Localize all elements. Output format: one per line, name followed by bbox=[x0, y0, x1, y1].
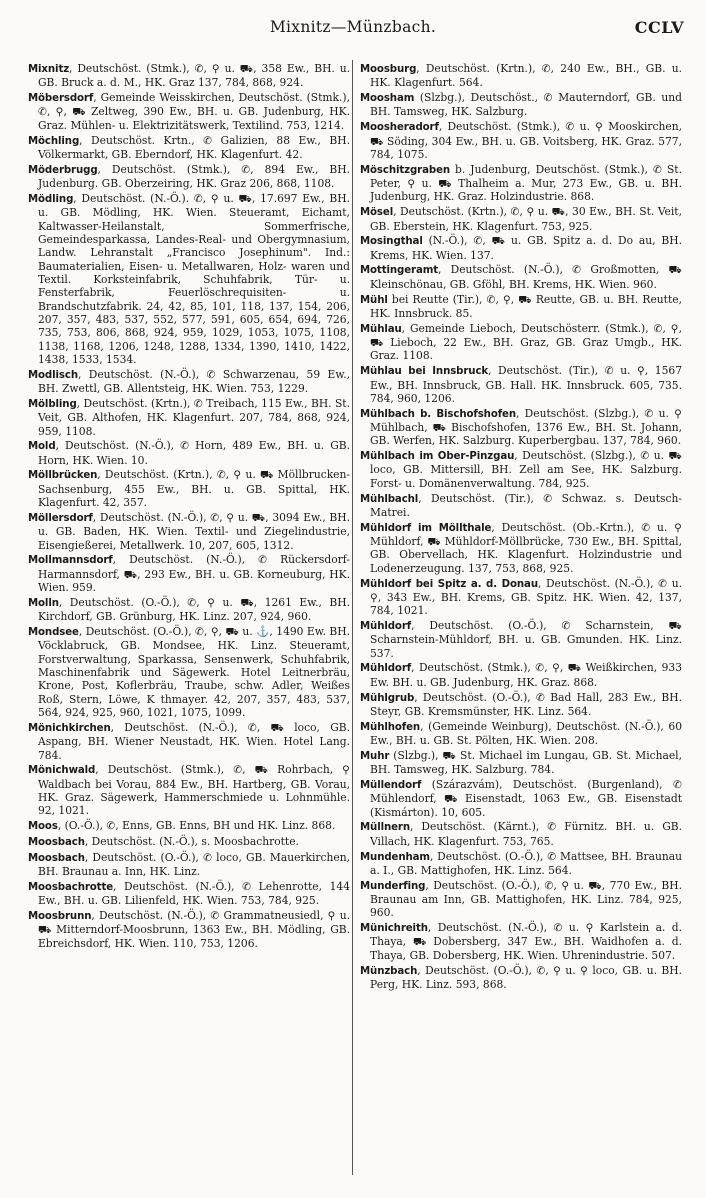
entry-name: Mühldorf bbox=[360, 620, 412, 632]
entry-name: Mühldorf bei Spitz a. d. Donau bbox=[360, 578, 538, 590]
entry-text: , Deutschöst. (Stmk.), ✆, ⚲ u. ⛟, 358 Ew., BH. u. GB. Bruck a. d. M., HK. Graz 137, 784, 868, 924. bbox=[38, 62, 350, 90]
gazetteer-entry bbox=[28, 721, 350, 762]
entry-text: , Deutschöst. (N.-Ö.), ✆, ⚲ u. ⛟, 3094 Ew., BH. u. GB. Baden, HK. Wien. Textil- und Ziegelindustrie, Eisengießerei, Metallwerk. 10, 207, 605, 1312. bbox=[38, 510, 350, 552]
gazetteer-entry bbox=[360, 879, 682, 920]
entry-text: , Deutschöst. (N.-Ö.), ✆ Horn, 489 Ew., BH. u. GB. Horn, HK. Wien. 10. bbox=[38, 439, 350, 467]
gazetteer-entry bbox=[28, 134, 350, 162]
entry-name: Moosheradorf bbox=[360, 122, 439, 134]
entry-name: Mühldorf bbox=[360, 663, 412, 675]
entry-name: Moosburg bbox=[360, 64, 417, 75]
gazetteer-entry bbox=[28, 439, 350, 467]
entry-name: Muhr bbox=[360, 750, 390, 762]
entry-name: Mühlhofen bbox=[360, 721, 421, 733]
entry-name: Möschitzgraben bbox=[360, 164, 451, 176]
entry-text: , Deutschöst. (Tir.), ✆ Schwaz. s. Deutsch-Matrei. bbox=[370, 491, 682, 519]
gazetteer-entry bbox=[28, 468, 350, 509]
entry-name: Moosham bbox=[360, 93, 415, 105]
entry-text: , Deutschöst. (O.-Ö.), ✆, ⚲, ⛟ u. ⚓, 1490 Ew. BH. Vöcklabruck, GB. Mondsee, HK. Linz. Steueramt, Forstverwaltung, Sparkassa, Sensenwerk, Schuhfabrik, Maschinenfabrik und Sägewerk. Hotel Leitnerbräu, Krone, Post, Koflerbräu, Traube, schw. Adler, Weißes Roß, Stern, Löwe, K thmayer. 42, 207, 357, 483, 537, 564, 924, 925, 960, 1021, 1075, 1099. bbox=[38, 625, 350, 720]
gazetteer-entry bbox=[28, 596, 350, 624]
entry-name: Möllersdorf bbox=[28, 512, 93, 524]
entry-name: Mühlbachl bbox=[360, 493, 419, 505]
entry-name: Moosbachrotte bbox=[28, 881, 114, 893]
entry-name: Müllnern bbox=[360, 822, 411, 834]
entry-name: Molln bbox=[28, 597, 59, 609]
entry-text: , Deutschöst. (O.-Ö.), ✆ Scharnstein, ⛟ Scharnstein-Mühldorf, BH. u. GB. Gmunden. HK. Linz. 537. bbox=[370, 618, 682, 660]
entry-name: Möchling bbox=[28, 135, 80, 147]
entry-text: , Deutschöst. (Stmk.), ✆, ⚲, ⛟ Weißkirchen, 933 Ew. BH. u. GB. Judenburg, HK. Graz. 868. bbox=[370, 661, 682, 689]
entry-text: , (O.-Ö.), ✆, Enns, GB. Enns, BH und HK. Linz. 868. bbox=[57, 819, 336, 833]
gazetteer-entry bbox=[28, 397, 350, 438]
gazetteer-entry bbox=[360, 263, 682, 291]
gazetteer-entry bbox=[360, 661, 682, 689]
gazetteer-entry bbox=[360, 120, 682, 161]
entry-text: b. Judenburg, Deutschöst. (Stmk.), ✆ St. Peter, ⚲ u. ⛟ Thalheim a. Mur, 273 Ew., GB. u. BH. Judenburg, HK. Graz. Holzindustrie. 868. bbox=[370, 162, 682, 204]
entry-name: Mödling bbox=[28, 193, 74, 205]
gazetteer-entry bbox=[28, 909, 350, 950]
entry-text: , Deutschöst. (O.-Ö.), ✆ Mattsee, BH. Braunau a. I., GB. Mattighofen, HK. Linz. 564. bbox=[370, 849, 682, 877]
entry-text: , Deutschöst. (N.-Ö.). ✆, ⚲ u. ⛟, 17.697 Ew., BH. u. GB. Mödling, HK. Wien. Steueramt, Eichamt, Kaltwasser-Heilanstalt, Sommerfrische, Gemeindesparkassa, Landes-Real- und Obergymnasium, Landw. Lehranstalt „Francisco Josephinum". Ind.: Baumaterialien, Eisen- u. Metallwaren, Holz- waren und Textil. Korksteinfabrik, Schuhfabrik, Tür- u. Fensterfabrik, Feuerlöschrequisiten- u. Brandschutzfabrik. 24, 42, 85, 101, 118, 137, 154, 206, 207, 357, 483, 537, 552, 577, 591, 605, 654, 694, 726, 735, 753, 806, 868, 924, 959, 1029, 1053, 1075, 1108, 1138, 1168, 1206, 1248, 1288, 1334, 1390, 1410, 1422, 1438, 1533, 1534. bbox=[38, 191, 350, 366]
entry-name: Mühldorf im Möllthale bbox=[360, 522, 492, 534]
gazetteer-entry bbox=[360, 407, 682, 448]
entry-text: , Deutschöst. (Slzbg.), ✆ u. ⚲ Mühlbach, ⛟ Bischofshofen, 1376 Ew., BH. St. Johann, GB. Werfen, HK. Salzburg. Kuperbergbau. 137, 784, 960. bbox=[370, 406, 682, 448]
entry-text: , (Gemeinde Weinburg), Deutschöst. (N.-Ö.), 60 Ew., BH. u. GB. St. Pölten, HK. Wien. 208. bbox=[370, 719, 682, 748]
entry-text: , Deutschöst. (N.-Ö.), ✆ Schwarzenau, 59 Ew., BH. Zwettl, GB. Allentsteig, HK. Wien. 753, 1229. bbox=[38, 367, 350, 396]
entry-name: Mösel bbox=[360, 207, 394, 219]
gazetteer-entry bbox=[28, 625, 350, 719]
entry-text: bei Reutte (Tir.), ✆, ⚲, ⛟ Reutte, GB. u. BH. Reutte, HK. Innsbruck. 85. bbox=[370, 292, 682, 320]
entry-name: Modlisch bbox=[28, 369, 78, 381]
page-number: CCLV bbox=[634, 18, 684, 37]
gazetteer-entry bbox=[360, 322, 682, 363]
gazetteer-entry bbox=[28, 851, 350, 879]
gazetteer-entry bbox=[28, 368, 350, 396]
gazetteer-entry bbox=[28, 192, 350, 366]
entry-text: , Deutschöst. (N.-Ö.), ✆ Lehenrotte, 144 Ew., BH. u. GB. Lilienfeld, HK. Wien. 753, 784, 925. bbox=[38, 879, 350, 908]
entry-name: Mönichkirchen bbox=[28, 722, 111, 734]
entry-name: Münichreith bbox=[360, 923, 428, 935]
gazetteer-entry bbox=[360, 720, 682, 748]
entry-text: , Deutschöst. (Krtn.), ✆, 240 Ew., BH., GB. u. HK. Klagenfurt. 564. bbox=[370, 62, 682, 90]
entry-text: , Deutschöst. (N.-Ö.), ✆ u. ⚲, 343 Ew., BH. Krems, GB. Spitz. HK. Wien. 42, 137, 784, 1021. bbox=[370, 576, 682, 618]
entry-text: , Deutschöst. (N.-Ö.), ✆ Rückersdorf-Harmannsdorf, ⛟, 293 Ew., BH. u. GB. Korneuburg, HK. Wien. 959. bbox=[38, 553, 350, 595]
gazetteer-entry bbox=[28, 763, 350, 817]
gazetteer-entry bbox=[28, 880, 350, 908]
gazetteer-entry bbox=[360, 964, 682, 992]
gazetteer-entry bbox=[360, 577, 682, 618]
entry-text: , Gemeinde Weisskirchen, Deutschöst. (Stmk.), ✆, ⚲, ⛟ Zeltweg, 390 Ew., BH. u. GB. Judenburg, HK. Graz. Mühlen- u. Elektrizitätswerk, Textilind. 753, 1214. bbox=[38, 91, 350, 132]
entry-name: Mollmannsdorf bbox=[28, 555, 113, 567]
gazetteer-entry bbox=[360, 921, 682, 962]
entry-name: Möbersdorf bbox=[28, 93, 94, 105]
entry-name: Müllendorf bbox=[360, 779, 422, 791]
entry-text: , Deutschöst. (N.-Ö.), ✆ Grammatneusiedl, ⚲ u. ⛟ Mitterndorf-Moosbrunn, 1363 Ew., BH. Mödling, GB. Ebreichsdorf, HK. Wien. 110, 753, 1206. bbox=[38, 908, 350, 950]
gazetteer-entry bbox=[360, 778, 682, 819]
page-title: Mixnitz—Münzbach. bbox=[269, 18, 437, 36]
right-column bbox=[360, 62, 682, 993]
entry-text: , Deutschöst. (Ob.-Krtn.), ✆ u. ⚲ Mühldorf, ⛟ Mühldorf-Möllbrücke, 730 Ew., BH. Spittal, GB. Obervellach, HK. Klagenfurt. Holzindustrie und Lodenerzeugung. 137, 753, 868, 925. bbox=[370, 520, 682, 575]
entry-text: (Szárazvám), Deutschöst. (Burgenland), ✆ Mühlendorf, ⛟ Eisenstadt, 1063 Ew., GB. Eisenstadt (Kismárton). 10, 605. bbox=[370, 777, 682, 819]
entry-name: Moos bbox=[28, 821, 58, 833]
gazetteer-entry bbox=[360, 449, 682, 490]
gazetteer-entry bbox=[28, 835, 350, 849]
entry-text: , Deutschöst. (Tir.), ✆ u. ⚲, 1567 Ew., BH. Innsbruck, GB. Hall. HK. Innsbruck. 605, 735. 784, 960, 1206. bbox=[370, 364, 683, 405]
page-header bbox=[0, 16, 706, 40]
entry-name: Mühlbach im Ober-Pinzgau bbox=[360, 451, 515, 463]
gazetteer-entry bbox=[28, 553, 350, 594]
entry-name: Mold bbox=[28, 441, 56, 453]
entry-name: Moosbrunn bbox=[28, 910, 92, 922]
entry-text: , Deutschöst. (O.-Ö.), ✆, ⚲ u. ⛟, 1261 Ew., BH. Kirchdorf, GB. Grünburg, HK. Linz. 207, 924, 960. bbox=[38, 595, 350, 624]
entry-text: , Deutschöst. (N.-Ö.), s. Moosbachrotte. bbox=[84, 834, 299, 848]
entry-name: Moosbach bbox=[28, 836, 85, 848]
gazetteer-entry bbox=[360, 691, 682, 719]
entry-text: , Deutschöst. (Krtn.), ✆, ⚲ u. ⛟ Möllbrucken-Sachsenburg, 455 Ew., BH. u. GB. Spittal, HK. Klagenfurt. 42, 357. bbox=[38, 468, 350, 510]
entry-name: Mundenham bbox=[360, 851, 430, 863]
entry-text: , Deutschöst. (Stmk.), ✆, 894 Ew., BH. Judenburg. GB. Oberzeiring, HK. Graz 206, 868, 1108. bbox=[38, 162, 350, 191]
gazetteer-entry bbox=[360, 364, 682, 405]
entry-text: , Deutschöst. (Stmk.), ✆ u. ⚲ Mooskirchen, ⛟ Söding, 304 Ew., BH. u. GB. Voitsberg, HK. Graz. 577, 784, 1075. bbox=[370, 120, 682, 161]
entry-text: , Deutschöst. (O.-Ö.), ✆ Bad Hall, 283 Ew., BH. Steyr, GB. Kremsmünster, HK. Linz. 564. bbox=[370, 690, 682, 718]
entry-name: Mühlau bbox=[360, 323, 402, 335]
entry-name: Mosingthal bbox=[360, 236, 423, 248]
gazetteer-entry bbox=[360, 521, 682, 575]
entry-text: , Deutschöst. Krtn., ✆ Galizien, 88 Ew., BH. Völkermarkt, GB. Eberndorf, HK. Klagenfurt. 42. bbox=[38, 133, 350, 161]
entry-text: (Slzbg.), Deutschöst., ✆ Mauterndorf, GB. und BH. Tamsweg, HK. Salzburg. bbox=[370, 91, 682, 119]
entry-text: , Deutschöst. (O.-Ö.), ✆ loco, GB. Mauerkirchen, BH. Braunau a. Inn, HK. Linz. bbox=[38, 850, 350, 879]
entry-name: Münzbach bbox=[360, 965, 418, 977]
entry-name: Mühlbach b. Bischofshofen bbox=[360, 408, 517, 420]
entry-text: (N.-Ö.), ✆, ⛟ u. GB. Spitz a. d. Do au, BH. Krems, HK. Wien. 137. bbox=[370, 234, 682, 262]
entry-text: , Deutschöst. (O.-Ö.), ✆, ⚲ u. ⚲ loco, GB. u. BH. Perg, HK. Linz. 593, 868. bbox=[370, 963, 682, 991]
entry-text: , Deutschöst. (Stmk.), ✆, ⛟ Rohrbach, ⚲ Waldbach bei Vorau, 884 Ew., BH. Hartberg, GB. Vorau, HK. Graz. Sägewerk, Hammerschmiede u. Lohnmühle. 92, 1021. bbox=[38, 763, 350, 818]
left-column bbox=[28, 62, 350, 951]
entry-name: Mühlgrub bbox=[360, 692, 415, 704]
gazetteer-entry bbox=[360, 91, 682, 119]
gazetteer-entry bbox=[28, 819, 350, 833]
entry-text: , Deutschöst. (N.-Ö.), ✆ Großmotten, ⛟ Kleinschönau, GB. Gföhl, BH. Krems, HK. Wien. 960. bbox=[370, 263, 682, 291]
gazetteer-entry bbox=[360, 820, 682, 848]
entry-name: Möllbrücken bbox=[28, 470, 98, 482]
gazetteer-entry bbox=[360, 234, 682, 262]
entry-text: , Deutschöst. (Kärnt.), ✆ Fürnitz. BH. u. GB. Villach, HK. Klagenfurt. 753, 765. bbox=[370, 820, 682, 848]
gazetteer-entry bbox=[28, 62, 350, 90]
gazetteer-entry bbox=[360, 850, 682, 878]
entry-text: , Deutschöst. (Krtn.), ✆, ⚲ u. ⛟, 30 Ew., BH. St. Veit, GB. Eberstein, HK. Klagenfurt. 753, 925. bbox=[370, 205, 682, 233]
gazetteer-entry bbox=[360, 293, 682, 321]
entry-name: Möderbrugg bbox=[28, 164, 98, 176]
entry-text: , Deutschöst. (N.-Ö.), ✆, ⛟ loco, GB. Aspang, BH. Wiener Neustadt, HK. Wien. Hotel Lang. 784. bbox=[38, 720, 350, 762]
entry-name: Mondsee bbox=[28, 627, 79, 638]
gazetteer-entry bbox=[28, 91, 350, 132]
entry-text: , Deutschöst. (Krtn.), ✆ Treibach, 115 Ew., BH. St. Veit, GB. Althofen, HK. Klagenfurt. 207, 784, 868, 924, 959, 1108. bbox=[38, 396, 350, 438]
gazetteer-entry bbox=[360, 62, 682, 90]
entry-text: (Slzbg.), ⛟ St. Michael im Lungau, GB. St. Michael, BH. Tamsweg, HK. Salzburg. 784. bbox=[370, 748, 682, 777]
column-divider bbox=[352, 60, 353, 1175]
entry-text: , Deutschöst. (O.-Ö.), ✆, ⚲ u. ⛟, 770 Ew., BH. Braunau am Inn, GB. Mattighofen, HK. Linz. 784, 925, 960. bbox=[370, 878, 682, 920]
entry-name: Mönichwald bbox=[28, 765, 96, 777]
gazetteer-entry bbox=[360, 749, 682, 777]
gazetteer-entry bbox=[28, 163, 350, 191]
entry-name: Moosbach bbox=[28, 852, 85, 864]
gazetteer-entry bbox=[360, 205, 682, 233]
entry-text: , Gemeinde Lieboch, Deutschösterr. (Stmk.), ✆, ⚲, ⛟ Lieboch, 22 Ew., BH. Graz, GB. Graz Umgb., HK. Graz. 1108. bbox=[370, 321, 682, 363]
gazetteer-entry bbox=[360, 163, 682, 204]
entry-text: , Deutschöst. (Slzbg.), ✆ u. ⛟ loco, GB. Mittersill, BH. Zell am See, HK. Salzburg. Forst- u. Domänenverwaltung. 784, 925. bbox=[370, 449, 682, 490]
entry-name: Mixnitz bbox=[28, 64, 70, 75]
gazetteer-entry bbox=[360, 492, 682, 520]
gazetteer-entry bbox=[28, 511, 350, 552]
entry-name: Mölbling bbox=[28, 398, 77, 410]
entry-name: Mühlau bei Innsbruck bbox=[360, 366, 489, 378]
entry-name: Mottingeramt bbox=[360, 265, 439, 277]
entry-name: Munderfing bbox=[360, 880, 426, 892]
entry-text: , Deutschöst. (N.-Ö.), ✆ u. ⚲ Karlstein a. d. Thaya, ⛟ Dobersberg, 347 Ew., BH. Waidhofen a. d. Thaya, GB. Dobersberg, HK. Wien. Uhrenindustrie. 507. bbox=[370, 921, 682, 962]
entry-name: Mühl bbox=[360, 294, 388, 306]
gazetteer-entry bbox=[360, 619, 682, 660]
